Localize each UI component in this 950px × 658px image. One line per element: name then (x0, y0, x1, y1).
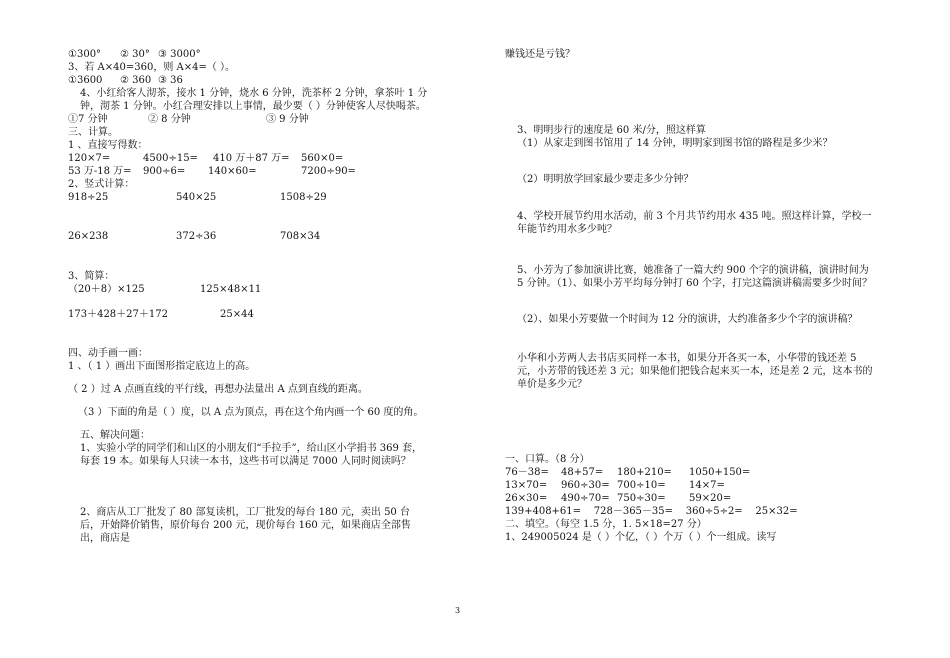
right-column (505, 48, 877, 544)
section-5-heading: 五、解决问题： (80, 430, 150, 441)
calc-row (68, 152, 428, 165)
calc-item: 700÷10= (617, 480, 666, 491)
problem-1: 1、实验小学的同学们和山区的小朋友们“手拉手”，给山区小学捐书 369 套，每套 19 本。如果每人只读一本书，这些书可以满足 7000 人同时阅读吗？ (80, 443, 423, 467)
calc-item: 7200÷90= (301, 166, 356, 177)
oral-calc-row (505, 492, 877, 505)
left-column (68, 48, 428, 545)
q3-options (68, 74, 428, 87)
calc-item: 140×60= (208, 166, 257, 177)
calc-item: 560×0= (301, 153, 344, 164)
option: ③ 9 分钟 (266, 114, 309, 125)
question-3: 3、若 A×40=360，则 A×4=（ ）。 (68, 62, 236, 73)
calc-item: 708×34 (280, 231, 321, 242)
calc-item: 13×70= (505, 480, 548, 491)
simplify-row (68, 308, 428, 321)
oral-calc-row (505, 466, 877, 479)
calc-item: 14×7= (689, 480, 725, 491)
calc-item: 125×48×11 (200, 284, 262, 295)
calc-row (68, 165, 428, 178)
oral-calc-row: 139+408+61= 728－365－35= 360÷5÷2= 25×32= (505, 506, 798, 517)
calc-item: 173＋428＋27＋172 (68, 309, 168, 320)
simplify-row (68, 283, 428, 296)
problem-2: 2、商店从工厂批发了 80 部复读机，工厂批发的每台 180 元，卖出 50 台后，开始降价销售，原价每台 200 元，现价每台 160 元，如果商店全部售出，商店是 (80, 507, 411, 544)
option: ①7 分钟 (68, 114, 108, 125)
calc-item: 918÷25 (68, 192, 109, 203)
subsection-heading: 1 、直接写得数： (68, 140, 148, 151)
calc-item: 26×30= (505, 493, 548, 504)
calc-item: 59×20= (689, 493, 732, 504)
calc-item: 120×7= (68, 153, 111, 164)
q2-options (68, 48, 428, 61)
problem-3-part-1: （1）从家走到图书馆用了 14 分钟，明明家到图书馆的路程是多少米？ (517, 138, 833, 149)
calc-item: 900÷6= (143, 166, 186, 177)
calc-item: 960÷30= (561, 480, 610, 491)
q4-options (68, 113, 428, 126)
calc-item: （20＋8）×125 (68, 284, 145, 295)
calc-item: 372÷36 (176, 231, 217, 242)
option: ③ 3000° (158, 49, 201, 60)
subsection-heading: 2、竖式计算： (68, 179, 135, 190)
calc-item: 4500÷15= (143, 153, 198, 164)
section-4-heading: 四、动手画一画： (68, 348, 148, 359)
problem-4: 4、学校开展节约用水活动，前 3 个月共节约用水 435 吨。照这样计算，学校一年能节约用水多少吨？ (517, 211, 872, 235)
problem-2-continued: 赚钱还是亏钱？ (505, 49, 575, 60)
fill-blank-1: 1、249005024 是（ ）个亿，（ ）个万（ ）个一组成。读写 (505, 532, 777, 543)
vertical-calc-row (68, 230, 428, 243)
calc-item: 490÷70= (561, 493, 610, 504)
problem-3-part-2: （2）明明放学回家最少要走多少分钟？ (517, 174, 694, 185)
fill-blank-heading: 二、填空。（每空 1.5 分，1. 5×18=27 分） (505, 519, 707, 530)
option: ② 360 (120, 75, 152, 86)
calc-item: 540×25 (176, 192, 217, 203)
calc-item: 48+57= (561, 467, 604, 478)
calc-item: 53 万-18 万= (68, 166, 132, 177)
problem-5-part-2: （2）、如果小芳要做一个时间为 12 分的演讲，大约准备多少个字的演讲稿？ (517, 314, 858, 325)
calc-item: 410 万＋87 万= (213, 153, 290, 164)
option: ③ 36 (158, 75, 183, 86)
calc-item: 1508÷29 (280, 192, 327, 203)
oral-calc-heading: 一、口算。（8 分） (505, 454, 590, 465)
problem-6: 小华和小芳两人去书店买同样一本书，如果分开各买一本，小华带的钱还差 5 元，小芳带的钱还差 3 元；如果他们把钱合起来买一本，还是差 2 元，这本书的单价是多少元？ (517, 353, 873, 390)
drawing-task-2: （ 2 ）过 A 点画直线的平行线，再想办法量出 A 点到直线的距离。 (68, 384, 368, 395)
calc-item: 180+210= (617, 467, 672, 478)
problem-3: 3、明明步行的速度是 60 米/分，照这样算 (517, 125, 706, 136)
calc-item: 25×44 (220, 309, 254, 320)
drawing-task-3: （3 ）下面的角是（ ）度，以 A 点为顶点，再在这个角内画一个 60 度的角。 (78, 407, 424, 418)
calc-item: 1050+150= (689, 467, 751, 478)
vertical-calc-row (68, 191, 428, 204)
option: ② 8 分钟 (148, 114, 191, 125)
question-4: 4、小红给客人沏茶，接水 1 分钟，烧水 6 分钟，洗茶杯 2 分钟，拿茶叶 1 分钟，沏茶 1 分钟。小红合理安排以上事情，最少要（ ）分钟使客人尽快喝茶。 (80, 88, 428, 112)
option: ①3600 (68, 75, 103, 86)
option: ② 30° (120, 49, 150, 60)
drawing-task-1: 1 、（ 1 ）画出下面图形指定底边上的高。 (68, 361, 256, 372)
page-number: 3 (455, 606, 461, 615)
option: ①300° (68, 49, 102, 60)
calc-item: 750÷30= (617, 493, 666, 504)
oral-calc-row (505, 479, 877, 492)
calc-item: 76－38= (505, 467, 549, 478)
problem-5: 5、小芳为了参加演讲比赛，她准备了一篇大约 900 个字的演讲稿，演讲时间为 5 分钟。（1）、如果小芳平均每分钟打 60 个字，打完这篇演讲稿需要多少时间？ (517, 265, 872, 289)
section-3-heading: 三、计算。 (68, 127, 118, 138)
subsection-heading: 3、简算： (68, 271, 115, 282)
calc-item: 26×238 (68, 231, 109, 242)
